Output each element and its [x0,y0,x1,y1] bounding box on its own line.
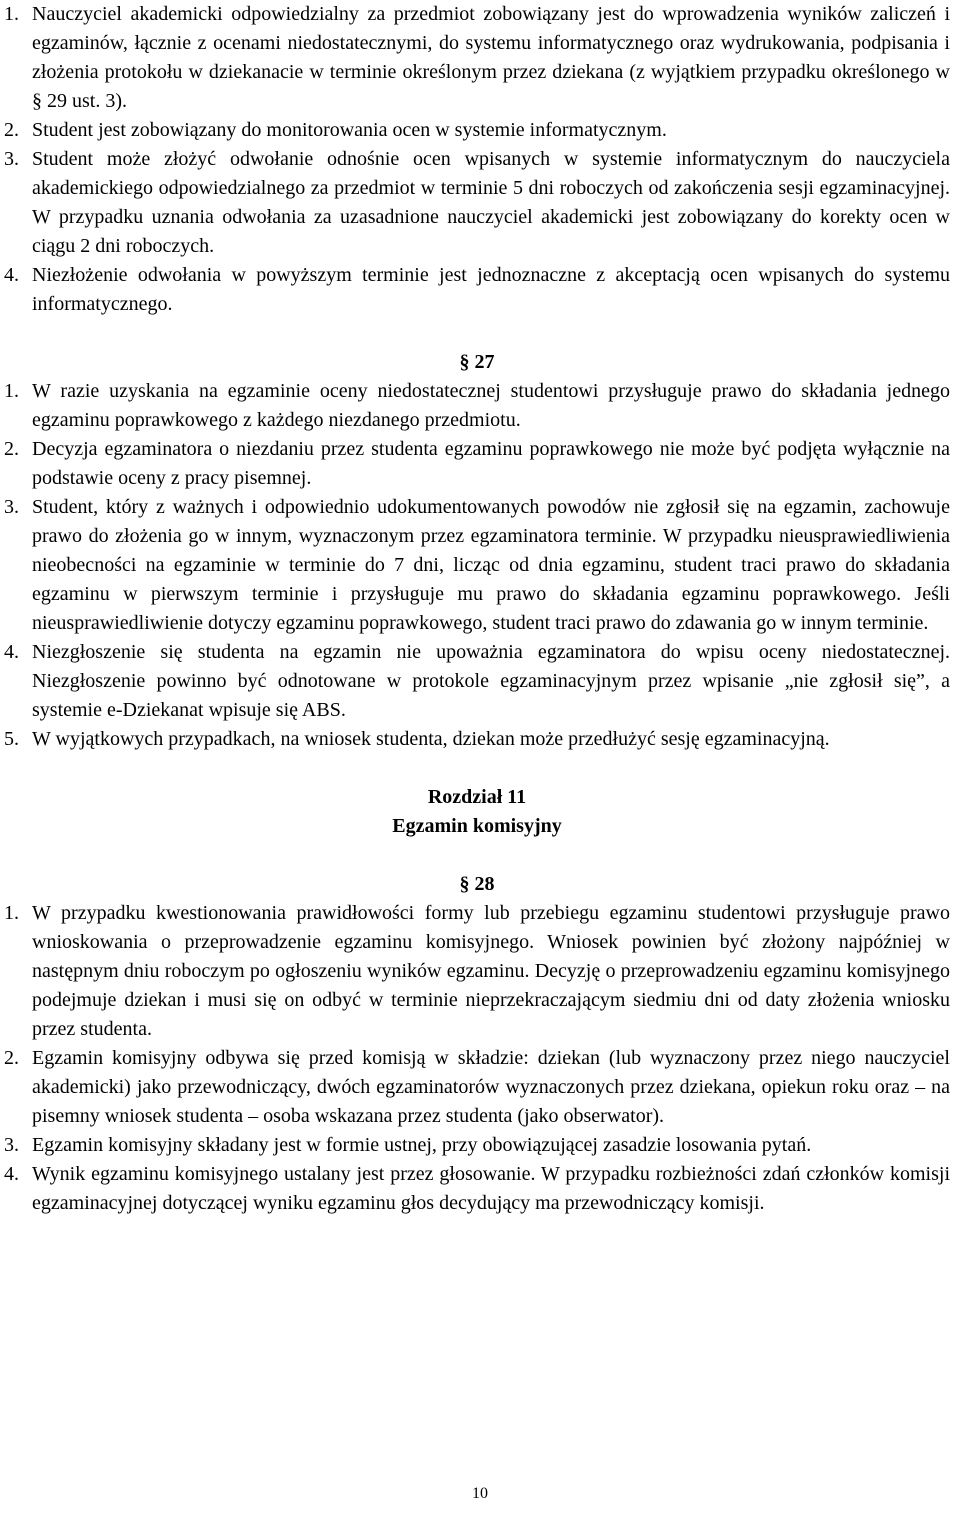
item-text: W wyjątkowych przypadkach, na wniosek studenta, dziekan może przedłużyć sesję egzaminacyjną. [32,728,830,750]
list-item [4,0,950,116]
chapter-subtitle: Egzamin komisyjny [392,815,562,837]
section-heading-28: § 28 [459,873,495,895]
list-item [4,493,950,638]
item-number: 2. [4,1047,19,1069]
item-number: 4. [4,641,19,663]
top-list [4,0,950,319]
item-number: 3. [4,496,19,518]
item-text: Egzamin komisyjny składany jest w formie ustnej, przy obowiązującej zasadzie losowania pytań. [32,1134,812,1156]
page-number: 10 [472,1485,488,1502]
list-item [4,1160,950,1218]
list-item [4,725,950,754]
list-item [4,1131,950,1160]
item-number: 3. [4,148,19,170]
section-28-list [4,899,950,1218]
item-text: W przypadku kwestionowania prawidłowości formy lub przebiegu egzaminu studentowi przysługuje prawo wnioskowania o przeprowadzenie egzaminu komisyjnego. Wniosek powinien być złożony najpóźniej w następnym dniu roboczym po ogłoszeniu wyników egzaminu. Decyzję o przeprowadzeniu egzaminu komisyjnego podejmuje dziekan i musi się on odbyć w terminie nieprzekraczającym siedmiu dni od daty złożenia wniosku przez studenta. [32,902,950,1040]
item-number: 2. [4,438,19,460]
item-number: 1. [4,902,19,924]
item-text: W razie uzyskania na egzaminie oceny niedostatecznej studentowi przysługuje prawo do składania jednego egzaminu poprawkowego z każdego niezdanego przedmiotu. [32,380,950,431]
list-item [4,435,950,493]
section-27-list [4,377,950,754]
list-item [4,899,950,1044]
list-item [4,145,950,261]
item-number: 5. [4,728,19,750]
chapter-title: Rozdział 11 [427,786,527,808]
section-heading-27: § 27 [459,351,495,373]
item-text: Niezłożenie odwołania w powyższym terminie jest jednoznaczne z akceptacją ocen wpisanych do systemu informatycznego. [32,264,950,315]
item-text: Student, który z ważnych i odpowiednio udokumentowanych powodów nie zgłosił się na egzamin, zachowuje prawo do złożenia go w innym, wyznaczonym przez egzaminatora terminie. W przypadku nieusprawiedliwienia nieobecności na egzaminie w terminie do 7 dni, licząc od dnia egzaminu, student traci prawo do składania egzaminu w pierwszym terminie i przysługuje mu prawo do składania egzaminu poprawkowego. Jeśli nieusprawiedliwienie dotyczy egzaminu poprawkowego, student traci prawo do zdawania go w innym terminie. [32,496,950,634]
item-text: Wynik egzaminu komisyjnego ustalany jest przez głosowanie. W przypadku rozbieżności zdań członków komisji egzaminacyjnej dotyczącej wyniku egzaminu głos decydujący ma przewodniczący komisji. [32,1163,950,1214]
item-text: Niezgłoszenie się studenta na egzamin nie upoważnia egzaminatora do wpisu oceny niedostatecznej. Niezgłoszenie powinno być odnotowane w protokole egzaminacyjnym przez wpisanie „nie zgłosił się”, a systemie e-Dziekanat wpisuje się ABS. [32,641,950,721]
item-number: 4. [4,264,19,286]
item-number: 1. [4,380,19,402]
item-text: Egzamin komisyjny odbywa się przed komisją w składzie: dziekan (lub wyznaczony przez niego nauczyciel akademicki) jako przewodniczący, dwóch egzaminatorów wyznaczonych przez dziekana, opiekun roku oraz – na pisemny wniosek studenta – osoba wskazana przez studenta (jako obserwator). [32,1047,950,1127]
list-item [4,377,950,435]
item-number: 2. [4,119,19,141]
item-number: 3. [4,1134,19,1156]
list-item [4,261,950,319]
list-item [4,1044,950,1131]
item-number: 4. [4,1163,19,1185]
list-item [4,638,950,725]
item-number: 1. [4,3,19,25]
item-text: Student jest zobowiązany do monitorowania ocen w systemie informatycznym. [32,119,667,141]
item-text: Decyzja egzaminatora o niezdaniu przez studenta egzaminu poprawkowego nie może być podjęta wyłącznie na podstawie oceny z pracy pisemnej. [32,438,950,489]
list-item [4,116,950,145]
item-text: Nauczyciel akademicki odpowiedzialny za przedmiot zobowiązany jest do wprowadzenia wyników zaliczeń i egzaminów, łącznie z ocenami niedostatecznymi, do systemu informatycznego oraz wydrukowania, podpisania i złożenia protokołu w dziekanacie w terminie określonym przez dziekana (z wyjątkiem przypadku określonego w § 29 ust. 3). [32,3,950,112]
item-text: Student może złożyć odwołanie odnośnie ocen wpisanych w systemie informatycznym do nauczyciela akademickiego odpowiedzialnego za przedmiot w terminie 5 dni roboczych od zakończenia sesji egzaminacyjnej. W przypadku uznania odwołania za uzasadnione nauczyciel akademicki jest zobowiązany do korekty ocen w ciągu 2 dni roboczych. [32,148,950,257]
